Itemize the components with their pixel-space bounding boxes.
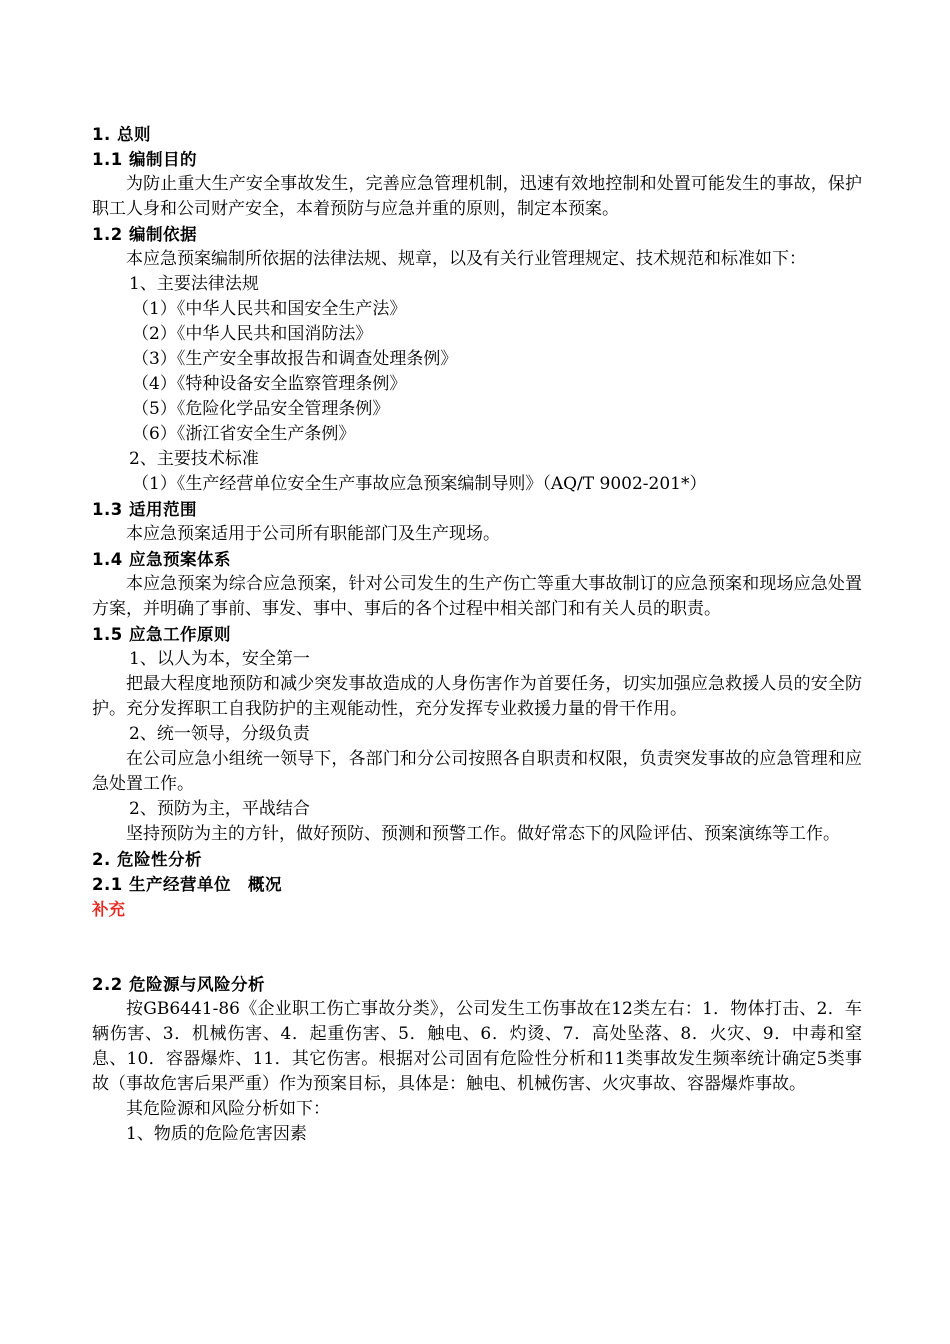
paragraph: 1、物质的危险危害因素 xyxy=(126,1124,307,1144)
list-item: （1）《中华人民共和国安全生产法》 xyxy=(132,299,407,319)
section-heading: 1. 总则 xyxy=(92,125,151,144)
principle-title: 1、以人为本，安全第一 xyxy=(129,649,310,669)
paragraph: 本应急预案适用于公司所有职能部门及生产现场。 xyxy=(126,524,500,544)
paragraph: 把最大程度地预防和减少突发事故造成的人身伤害作为首要任务，切实加强应急救援人员的安全防护。充分发挥职工自我防护的主观能动性，充分发挥专业救援力量的骨干作用。 xyxy=(92,674,862,719)
paragraph: 本应急预案为综合应急预案，针对公司发生的生产伤亡等重大事故制订的应急预案和现场应急处置方案，并明确了事前、事发、事中、事后的各个过程中相关部门和有关人员的职责。 xyxy=(92,574,862,619)
list-item: （1）《生产经营单位安全生产事故应急预案编制导则》（AQ/T 9002-201*） xyxy=(132,474,707,494)
paragraph: 在公司应急小组统一领导下，各部门和分公司按照各自职责和权限，负责突发事故的应急管理和应急处置工作。 xyxy=(92,749,862,794)
subsection-heading: 1.4 应急预案体系 xyxy=(92,550,231,569)
subsection-heading: 1.1 编制目的 xyxy=(92,150,197,169)
list-title: 1、主要法律法规 xyxy=(129,274,259,294)
principle-title: 2、统一领导，分级负责 xyxy=(129,724,310,744)
blank-space xyxy=(92,922,862,972)
list-item: （6）《浙江省安全生产条例》 xyxy=(132,424,356,444)
subsection-heading: 1.3 适用范围 xyxy=(92,500,197,519)
paragraph: 坚持预防为主的方针，做好预防、预测和预警工作。做好常态下的风险评估、预案演练等工作。 xyxy=(126,824,840,844)
list-item: （4）《特种设备安全监察管理条例》 xyxy=(132,374,407,394)
section-heading: 2. 危险性分析 xyxy=(92,850,202,869)
list-title: 2、主要技术标准 xyxy=(129,449,259,469)
list-item: （2）《中华人民共和国消防法》 xyxy=(132,324,373,344)
subsection-heading: 1.2 编制依据 xyxy=(92,225,197,244)
subsection-heading: 2.2 危险源与风险分析 xyxy=(92,975,265,994)
subsection-heading: 1.5 应急工作原则 xyxy=(92,625,231,644)
principle-title: 2、预防为主，平战结合 xyxy=(129,799,310,819)
paragraph: 为防止重大生产安全事故发生，完善应急管理机制，迅速有效地控制和处置可能发生的事故，保护职工人身和公司财产安全，本着预防与应急并重的原则，制定本预案。 xyxy=(92,174,862,219)
paragraph: 本应急预案编制所依据的法律法规、规章，以及有关行业管理规定、技术规范和标准如下： xyxy=(126,249,806,269)
list-item: （3）《生产安全事故报告和调查处理条例》 xyxy=(132,349,458,369)
paragraph: 按GB6441-86《企业职工伤亡事故分类》，公司发生工伤事故在12类左右：1．物体打击、2．车辆伤害、3．机械伤害、4．起重伤害、5．触电、6．灼烫、7．高处坠落、8．火灾、9．中毒和窒息、10．容器爆炸、11．其它伤害。根据对公司固有危险性分析和11类事故发生频率统计确定5类事故（事故危害后果严重）作为预案目标，具体是：触电、机械伤害、火灾事故、容器爆炸事故。 xyxy=(92,999,862,1094)
document-page xyxy=(92,122,862,1147)
paragraph: 其危险源和风险分析如下： xyxy=(126,1099,330,1119)
subsection-heading: 2.1 生产经营单位 概况 xyxy=(92,875,282,894)
list-item: （5）《危险化学品安全管理条例》 xyxy=(132,399,390,419)
supplement-note: 补充 xyxy=(92,900,125,919)
